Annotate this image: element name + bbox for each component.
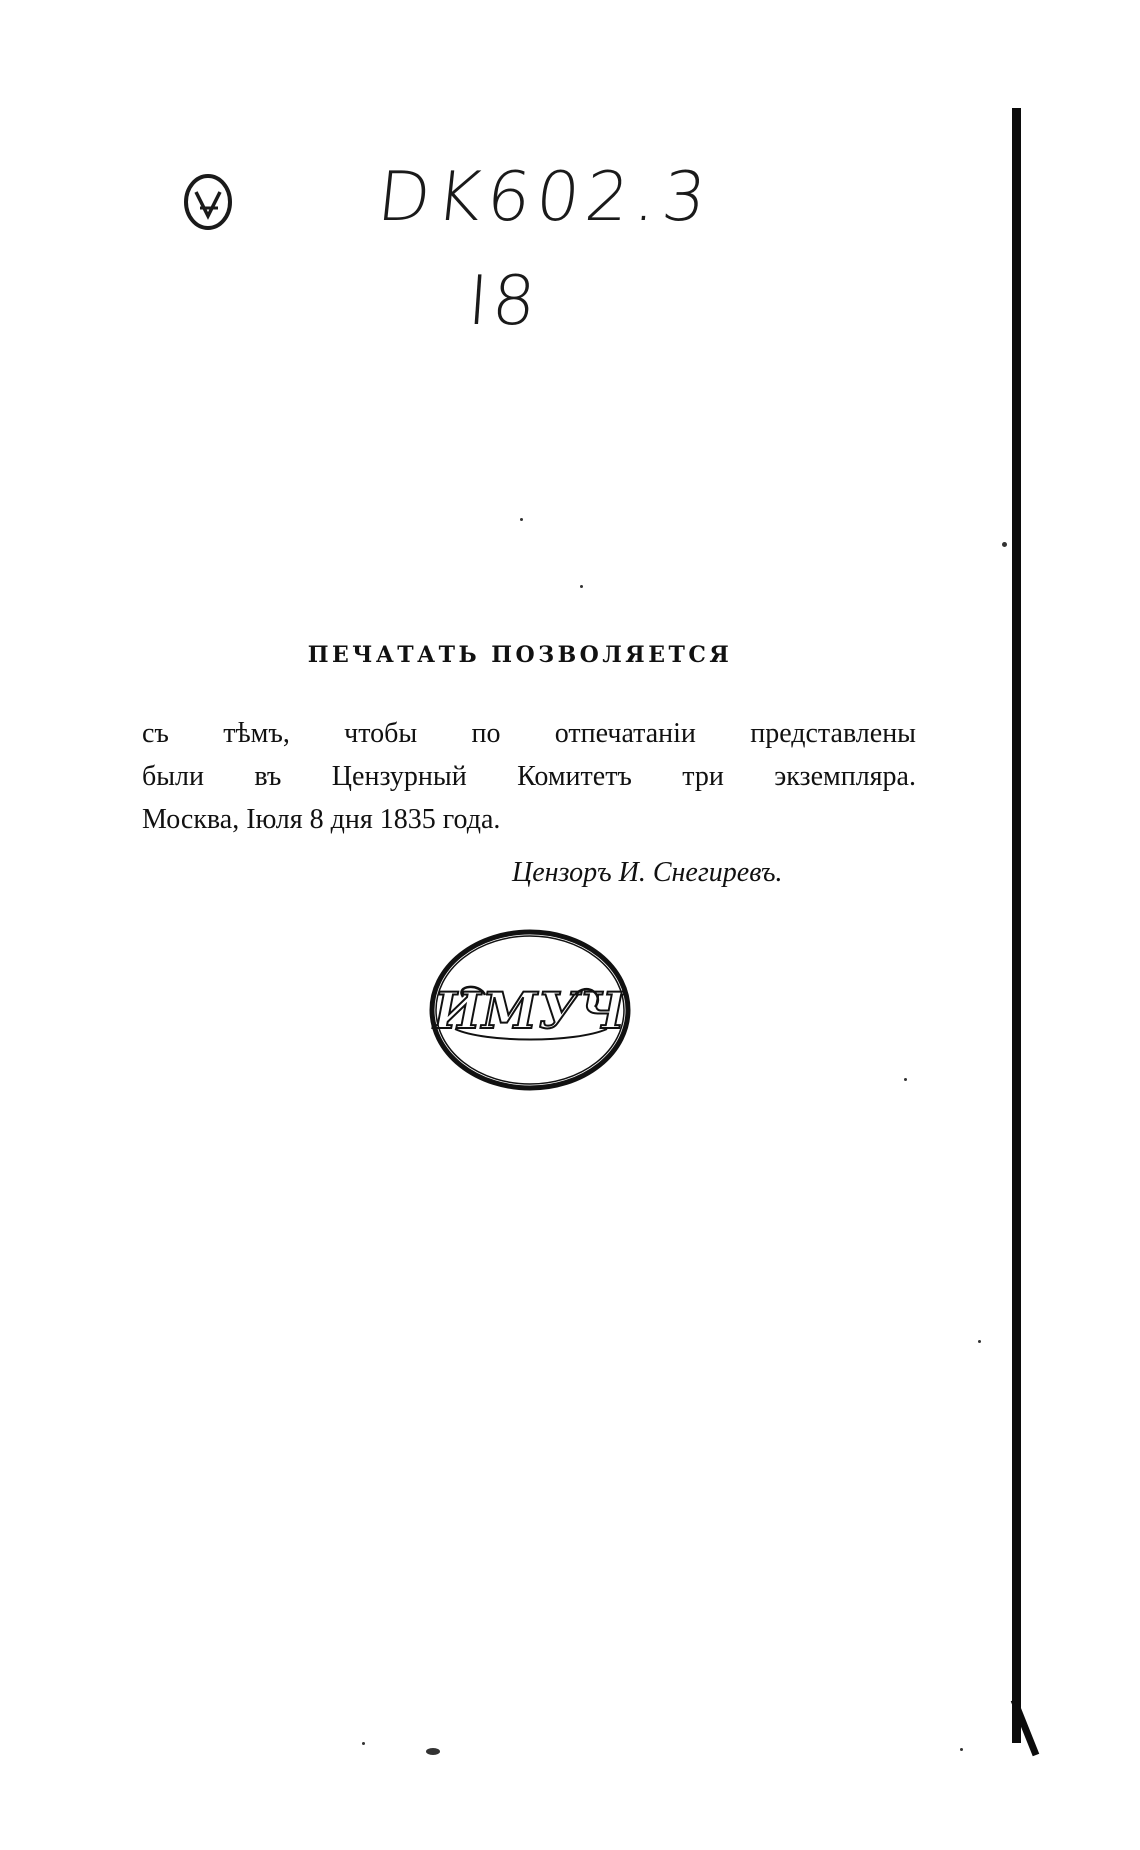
speck xyxy=(1002,542,1007,547)
censor-signature: Цензоръ И. Снегиревъ. xyxy=(512,857,783,888)
speck xyxy=(426,1748,440,1755)
permission-line-3: Москва, Іюля 8 дня 1835 года. xyxy=(142,804,501,835)
permission-text xyxy=(142,712,922,841)
handwritten-call-number: DK602.3 xyxy=(373,158,716,237)
speck xyxy=(580,585,583,588)
library-mark-icon xyxy=(178,170,242,234)
binding-edge xyxy=(1012,108,1021,1743)
svg-text:ИМУЧ: ИМУЧ xyxy=(433,981,627,1040)
speck xyxy=(362,1742,365,1745)
permission-line-2: были въ Цензурный Комитетъ три экземпляра. xyxy=(142,761,916,792)
handwritten-sub-number: I8 xyxy=(465,262,543,341)
speck xyxy=(904,1078,907,1081)
speck xyxy=(520,518,523,521)
binding-edge-tail xyxy=(1006,1700,1046,1760)
imprimatur-heading: ПЕЧАТАТЬ ПОЗВОЛЯЕТСЯ xyxy=(307,642,733,668)
speck xyxy=(978,1340,981,1343)
library-stamp xyxy=(425,925,635,1095)
speck xyxy=(960,1748,963,1751)
permission-line-1: съ тѣмъ, чтобы по отпечатаніи представлены xyxy=(142,718,916,749)
